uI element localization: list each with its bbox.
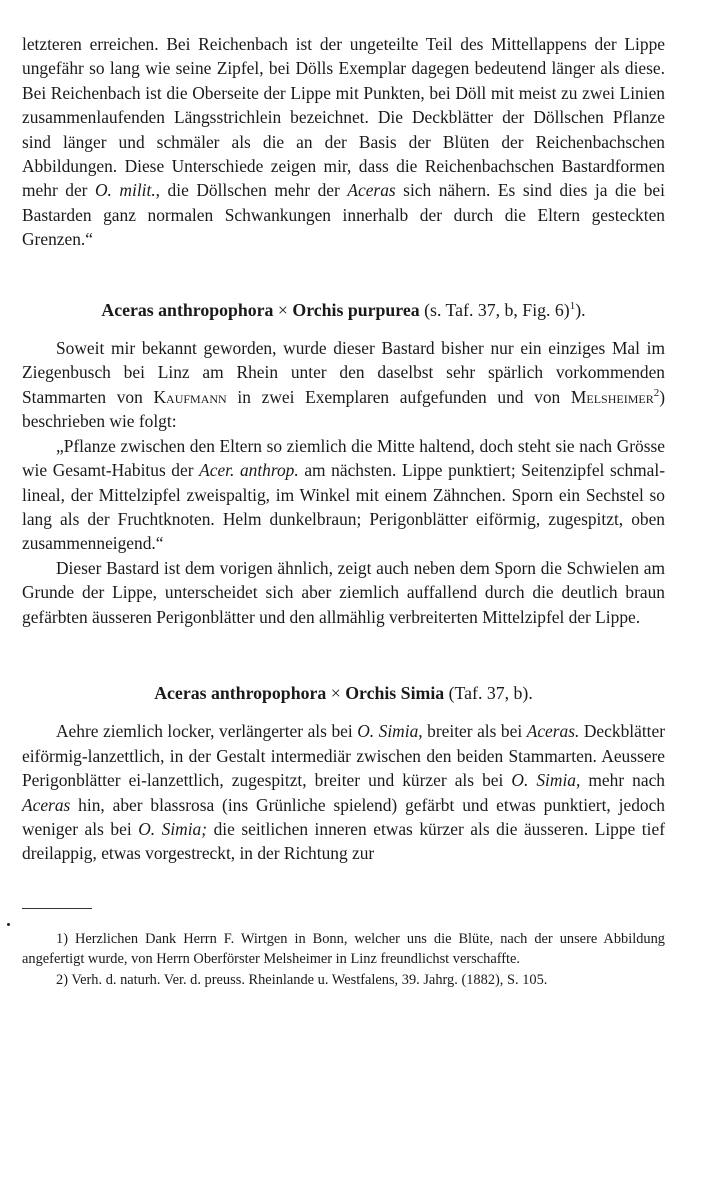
spacer	[22, 705, 665, 719]
person-name: Kaufmann	[153, 386, 227, 407]
paragraph-description	[22, 719, 665, 865]
footnote-1: 1) Herzlichen Dank Herrn F. Wirtgen in Bonn, welcher uns die Blüte, nach der unsere Abbildung angefertigt wurde, von Herrn Oberförster Melsheimer in Linz freundlichst verschaffte.	[22, 930, 665, 968]
heading-species-b: Orchis purpurea	[292, 299, 420, 320]
text-run: mehr nach	[580, 770, 666, 791]
text-run: Dieser Bastard ist dem vorigen ähnlich, zeigt auch neben dem Sporn die Schwielen am Grunde der Lippe, unterscheidet sich aber ziemlich auffallend durch die deutlich braun gefärbten äusseren Perigonblätter und den allmählig verbreiterten Mittelzipfel der Lippe.	[22, 557, 665, 627]
text-run: , die Döllschen mehr der	[155, 180, 348, 201]
italic-text: Acer. anthrop.	[199, 460, 299, 481]
text-run: Aehre ziemlich locker, verlängerter als bei	[56, 721, 358, 742]
italic-text: O. Simia,	[357, 721, 423, 742]
spacer	[22, 252, 665, 298]
spacer	[22, 629, 665, 681]
print-speck	[7, 923, 10, 926]
text-run: „Pflanze zwischen den Eltern so ziemlich die Mitte haltend, doch steht sie nach Grösse wie Gesamt-Habitus der	[22, 435, 665, 481]
text-run: am nächsten. Lippe punktiert; Seitenzipfel schmal-lineal, der Mittelzipfel zweispaltig, im Winkel mit einem Zähnchen. Sporn ein Sechstel so lang als der Fruchtknoten. Helm dunkelbraun; Perigonblätter eiförmig, zugespitzt, oben zusammenneigend.“	[22, 460, 666, 554]
text-run: sich nähern. Es sind dies ja die bei Bastarden ganz normalen Schwankungen innerhalb der durch die Eltern gesteckten Grenzen.“	[22, 180, 665, 250]
footnote-marker: 2	[653, 387, 660, 400]
section-heading-simia	[22, 681, 665, 705]
heading-species-b: Orchis Simia	[345, 682, 445, 703]
paragraph-continuation	[22, 32, 665, 252]
italic-text: Aceras.	[526, 721, 580, 742]
italic-text: O. Simia;	[138, 818, 208, 839]
text-run: hin, aber blassrosa (ins Grünliche spielend) gefärbt und etwas punktiert, jedoch weniger als bei	[22, 794, 665, 839]
footnote-marker: 1	[569, 299, 576, 312]
heading-species-a: Aceras anthropophora	[154, 682, 327, 703]
italic-text: Aceras	[347, 180, 396, 201]
text-run: Soweit mir bekannt geworden, wurde dieser Bastard bisher nur ein einziges Mal im Ziegenbusch bei Linz am Rhein unter den daselbst sehr spärlich vorkommenden Stammarten von	[22, 338, 665, 407]
text-run: letzteren erreichen. Bei Reichenbach ist der ungeteilte Teil des Mittellappens der Lippe ungefähr so lang wie seine Zipfel, bei Dölls Exemplar dagegen bedeutend länger als diese. Bei Reichenbach ist die Oberseite der Lippe mit Punkten, bei Döll mit meist zu zwei Linien zusammenlaufenden Längsstrichlein bezeichnet. Die Deckblätter der Döllschen Pflanze sind länger und schmäler als die an der Basis der Blüten der Reichenbachschen Abbildungen. Diese Unterschiede zeigen mir, dass die Reichenbachschen Bastardformen mehr der	[22, 34, 665, 201]
paragraph-discovery	[22, 336, 665, 434]
footnote-divider	[22, 908, 92, 909]
footnote-2: 2) Verh. d. naturh. Ver. d. preuss. Rheinlande u. Westfalens, 39. Jahrg. (1882), S. 105.	[56, 971, 548, 988]
text-run: Deckblätter eiförmig-lanzettlich, in der Gestalt intermediär zwischen den beiden Stammarten. Aeussere Perigonblätter ei-lanzettlich, zugespitzt, breiter und kürzer als bei	[22, 721, 665, 791]
text-run: ) beschrieben wie folgt:	[22, 386, 665, 432]
text-run: ).	[575, 299, 586, 320]
hybrid-sign: ×	[326, 682, 346, 703]
text-run: die seitlichen inneren etwas kürzer als die äusseren. Lippe tief dreilappig, etwas vorgestreckt, in der Richtung zur	[22, 818, 665, 864]
heading-reference: (Taf. 37, b).	[444, 682, 533, 703]
paragraph-quotation	[22, 434, 665, 556]
person-name: Melsheimer	[570, 386, 654, 407]
heading-reference: (s. Taf. 37, b, Fig. 6)	[419, 299, 570, 320]
text-run: breiter als bei	[422, 721, 527, 742]
paragraph-comparison	[22, 556, 665, 629]
italic-text: O. Simia,	[511, 770, 581, 791]
hybrid-sign: ×	[273, 299, 293, 320]
page-body	[22, 32, 665, 991]
italic-text: Aceras	[22, 794, 71, 815]
section-heading-purpurea	[22, 298, 665, 322]
spacer	[22, 322, 665, 336]
italic-text: O. milit.	[95, 180, 156, 201]
text-run: in zwei Exemplaren aufgefunden und von	[226, 386, 571, 407]
heading-species-a: Aceras anthropophora	[101, 299, 274, 320]
